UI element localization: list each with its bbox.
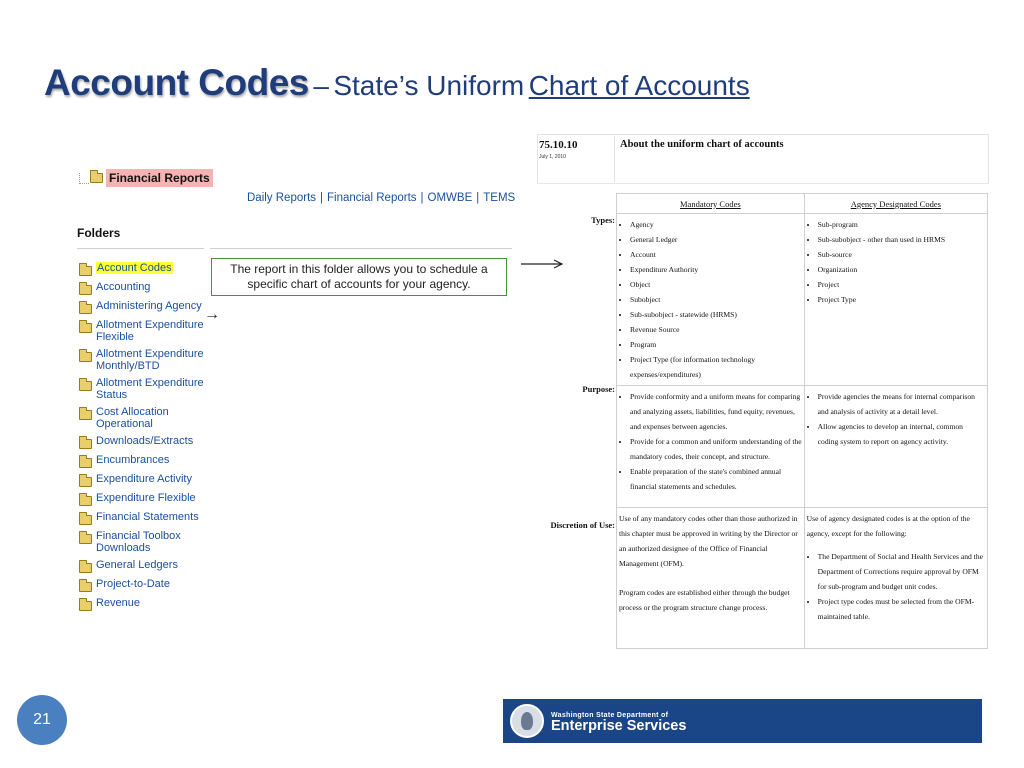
list-item: • Organization [818, 262, 985, 277]
folder-label: Financial Statements [96, 511, 199, 523]
tree-connector [79, 173, 89, 184]
list-item: • Project [818, 277, 985, 292]
state-seal-icon [510, 704, 544, 738]
list-item: • Subobject [630, 292, 802, 307]
agency-discretion-list [807, 549, 985, 624]
row-label-discretion: Discretion of Use: [550, 520, 615, 530]
table-row-purpose [617, 386, 988, 508]
discretion-paragraph: Use of any mandatory codes other than those authorized in this chapter must be approved in writing by the Director or an authorized designee of the Office of Financial Management (OFM). [619, 514, 798, 568]
folder-icon [79, 266, 92, 276]
folder-item-allotment-expenditure-status[interactable] [79, 377, 209, 401]
section-date: July 1, 2010 [539, 154, 566, 160]
mandatory-types-list [619, 217, 802, 382]
table-cell [617, 508, 805, 649]
folder-item-account-codes[interactable] [79, 262, 209, 276]
table-row-types [617, 214, 988, 386]
folder-item-administering-agency[interactable] [79, 300, 209, 314]
folder-icon [79, 352, 92, 362]
divider [537, 183, 989, 184]
list-item: • Program [630, 337, 802, 352]
list-item: • Expenditure Authority [630, 262, 802, 277]
folder-icon [79, 439, 92, 449]
list-item: • Allow agencies to develop an internal, common coding system to report on agency activity. [818, 419, 985, 449]
divider [614, 136, 615, 182]
folder-label: Account Codes [97, 262, 172, 274]
arrow-right-icon [521, 257, 565, 271]
folder-icon [79, 477, 92, 487]
link-tems[interactable]: TEMS [483, 192, 516, 204]
list-item: • Project Type [818, 292, 985, 307]
row-label-types: Types: [591, 215, 615, 225]
table-cell [804, 386, 987, 508]
folder-item-allotment-expenditure-monthly[interactable] [79, 348, 209, 372]
folder-icon [79, 410, 92, 420]
list-item: • Sub-subobject - statewide (HRMS) [630, 307, 802, 322]
folder-item-financial-statements[interactable] [79, 511, 209, 525]
folder-item-allotment-expenditure-flexible[interactable] [79, 319, 209, 343]
folder-description-callout: The report in this folder allows you to schedule a specific chart of accounts for your agency. [211, 258, 507, 296]
link-separator: | [420, 192, 424, 204]
list-item: • Revenue Source [630, 322, 802, 337]
list-item: • Agency [630, 217, 802, 232]
list-item: • Provide agencies the means for internal comparison and analysis of activity at a detail level. [818, 389, 985, 419]
folder-label: Administering Agency [96, 300, 202, 312]
folder-icon [79, 285, 92, 295]
list-item: • Provide for a common and uniform understanding of the mandatory codes, their concept, and structure. [630, 434, 802, 464]
folder-label: Expenditure Flexible [96, 492, 196, 504]
folder-label: Project-to-Date [96, 578, 170, 590]
folder-icon [79, 601, 92, 611]
list-item: • Project type codes must be selected from the OFM-maintained table. [818, 594, 985, 624]
folder-icon [90, 173, 103, 183]
folder-icon [79, 563, 92, 573]
folder-icon [79, 496, 92, 506]
slide-title [44, 62, 750, 104]
folder-icon [79, 534, 92, 544]
list-item: • Sub-source [818, 247, 985, 262]
top-links [247, 192, 515, 204]
logo-small-text: Washington State Department of [551, 712, 669, 719]
folder-icon [79, 381, 92, 391]
mandatory-purpose-list [619, 389, 802, 494]
codes-table [616, 193, 988, 649]
link-daily-reports[interactable]: Daily Reports [247, 192, 317, 204]
discretion-paragraph: Use of agency designated codes is at the option of the agency, except for the following: [806, 514, 970, 538]
link-financial-reports[interactable]: Financial Reports [327, 192, 417, 204]
column-header-agency: Agency Designated Codes [804, 194, 987, 214]
list-item: • Project Type (for information technology expenses/expenditures) [630, 352, 802, 382]
list-item: • Object [630, 277, 802, 292]
folder-icon [79, 304, 92, 314]
list-item: • Account [630, 247, 802, 262]
folder-label: General Ledgers [96, 559, 178, 571]
folder-item-expenditure-flexible[interactable] [79, 492, 209, 506]
folder-label: Downloads/Extracts [96, 435, 194, 447]
link-separator: | [320, 192, 324, 204]
chart-of-accounts-link[interactable]: Chart of Accounts [528, 70, 750, 101]
folder-item-encumbrances[interactable] [79, 454, 209, 468]
row-label-purpose: Purpose: [582, 384, 615, 394]
folder-icon [79, 515, 92, 525]
link-omwbe[interactable]: OMWBE [427, 192, 473, 204]
folder-icon [79, 582, 92, 592]
folder-list [79, 262, 209, 616]
section-number: 75.10.10 [539, 139, 578, 151]
folder-item-general-ledgers[interactable] [79, 559, 209, 573]
list-item: • Enable preparation of the state's combined annual financial statements and schedules. [630, 464, 802, 494]
folder-label: Encumbrances [96, 454, 170, 466]
tree-item-financial-reports[interactable] [79, 169, 213, 187]
link-separator: | [476, 192, 480, 204]
column-header-mandatory: Mandatory Codes [617, 194, 805, 214]
folder-item-accounting[interactable] [79, 281, 209, 295]
folder-label: Accounting [96, 281, 151, 293]
table-cell [617, 214, 805, 386]
list-item: • Sub-subobject - other than used in HRMS [818, 232, 985, 247]
folder-item-cost-allocation[interactable] [79, 406, 209, 430]
agency-types-list [807, 217, 985, 307]
folder-label: Revenue [96, 597, 141, 609]
folder-label: Allotment Expenditure Flexible [96, 319, 204, 343]
folder-label: Expenditure Activity [96, 473, 192, 485]
folder-item-financial-toolbox[interactable] [79, 530, 209, 554]
discretion-paragraph: Program codes are established either through the budget process or the program structure change process. [619, 588, 790, 612]
folder-icon [79, 458, 92, 468]
list-item: • Sub-program [818, 217, 985, 232]
folder-label: Cost Allocation Operational [96, 406, 169, 430]
title-dash: – [313, 70, 329, 101]
tree-item-label: Financial Reports [106, 169, 213, 187]
divider [210, 248, 512, 249]
agency-purpose-list [807, 389, 985, 449]
arrow-right-icon: → [204, 306, 220, 323]
list-item: • Provide conformity and a uniform means for comparing and analyzing assets, liabilities, fund equity, revenues, and expenses between agencies. [630, 389, 802, 434]
table-row-discretion [617, 508, 988, 649]
folder-item-downloads-extracts[interactable] [79, 435, 209, 449]
table-cell [617, 386, 805, 508]
folder-label: Allotment Expenditure Monthly/BTD [96, 348, 204, 372]
page-number-badge: 21 [17, 695, 67, 745]
folder-item-project-to-date[interactable] [79, 578, 209, 592]
list-item: • General Ledger [630, 232, 802, 247]
folder-label: Allotment Expenditure Status [96, 377, 204, 401]
folder-item-expenditure-activity[interactable] [79, 473, 209, 487]
agency-logo [503, 699, 982, 743]
table-cell [804, 214, 987, 386]
section-heading: About the uniform chart of accounts [620, 139, 784, 150]
title-main: Account Codes [44, 62, 309, 103]
folder-icon [79, 323, 92, 333]
folders-heading: Folders [77, 226, 121, 240]
table-cell [804, 508, 987, 649]
list-item: • The Department of Social and Health Services and the Department of Corrections require approval by OFM for sub-program and budget unit codes. [818, 549, 985, 594]
folder-label: Financial Toolbox Downloads [96, 530, 181, 554]
folder-item-revenue[interactable] [79, 597, 209, 611]
divider [77, 248, 204, 249]
title-subtitle: State’s Uniform [333, 70, 525, 101]
logo-big-text: Enterprise Services [551, 718, 687, 734]
